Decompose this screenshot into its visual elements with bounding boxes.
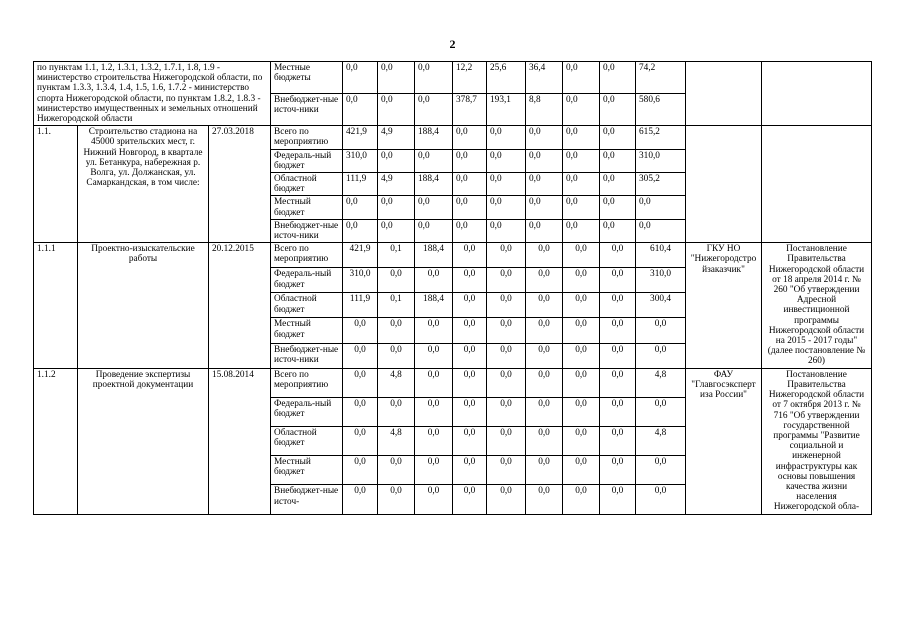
executor — [686, 126, 762, 243]
value-cell: 0,0 — [453, 126, 487, 149]
value-cell: 0,0 — [453, 196, 487, 219]
funding-source: Внебюджет-ные источ-ники — [271, 219, 343, 242]
funding-source: Внебюджет-ные источ-ники — [271, 94, 343, 126]
funding-source: Местный бюджет — [271, 196, 343, 219]
value-cell: 0,0 — [343, 368, 378, 397]
value-cell: 0,0 — [526, 173, 563, 196]
funding-source: Всего по мероприятию — [271, 243, 343, 268]
executor — [686, 62, 762, 126]
value-cell: 615,2 — [636, 126, 686, 149]
value-cell: 0,0 — [526, 343, 563, 368]
value-cell: 36,4 — [526, 62, 563, 94]
item-date: 15.08.2014 — [209, 368, 271, 514]
value-cell: 300,4 — [636, 293, 686, 318]
value-cell: 0,0 — [487, 397, 526, 426]
value-cell: 0,0 — [563, 62, 600, 94]
value-cell: 0,0 — [343, 485, 378, 514]
value-cell: 0,0 — [563, 196, 600, 219]
value-cell: 188,4 — [415, 173, 453, 196]
value-cell: 0,0 — [636, 456, 686, 485]
value-cell: 0,0 — [453, 219, 487, 242]
value-cell: 0,0 — [600, 397, 636, 426]
value-cell: 0,0 — [636, 397, 686, 426]
value-cell: 421,9 — [343, 243, 378, 268]
value-cell: 0,0 — [563, 293, 600, 318]
funding-source: Федераль-ный бюджет — [271, 397, 343, 426]
value-cell: 0,0 — [343, 94, 378, 126]
value-cell: 0,0 — [563, 456, 600, 485]
value-cell: 0,0 — [487, 318, 526, 343]
value-cell: 0,0 — [526, 126, 563, 149]
value-cell: 0,0 — [600, 368, 636, 397]
value-cell: 0,0 — [453, 368, 487, 397]
value-cell: 0,0 — [600, 94, 636, 126]
value-cell: 310,0 — [636, 149, 686, 172]
value-cell: 0,0 — [600, 318, 636, 343]
value-cell: 0,0 — [600, 173, 636, 196]
value-cell: 0,0 — [526, 427, 563, 456]
value-cell: 610,4 — [636, 243, 686, 268]
value-cell: 0,0 — [563, 126, 600, 149]
value-cell: 0,0 — [487, 293, 526, 318]
value-cell: 0,0 — [415, 368, 453, 397]
value-cell: 8,8 — [526, 94, 563, 126]
value-cell: 12,2 — [453, 62, 487, 94]
value-cell: 0,0 — [453, 243, 487, 268]
value-cell: 0,0 — [343, 427, 378, 456]
value-cell: 0,0 — [526, 397, 563, 426]
page-number: 2 — [449, 37, 456, 51]
value-cell: 4,8 — [378, 368, 415, 397]
value-cell: 0,0 — [563, 318, 600, 343]
value-cell: 74,2 — [636, 62, 686, 94]
value-cell: 0,0 — [453, 456, 487, 485]
value-cell: 0,0 — [343, 219, 378, 242]
value-cell: 0,0 — [487, 219, 526, 242]
value-cell: 0,0 — [487, 427, 526, 456]
value-cell: 0,0 — [343, 196, 378, 219]
value-cell: 310,0 — [636, 268, 686, 293]
value-cell: 0,0 — [636, 196, 686, 219]
value-cell: 4,8 — [636, 368, 686, 397]
value-cell: 0,0 — [378, 456, 415, 485]
value-cell: 0,0 — [453, 293, 487, 318]
value-cell: 0,0 — [600, 485, 636, 514]
item-number: 1.1.2 — [34, 368, 78, 514]
value-cell: 0,0 — [563, 173, 600, 196]
value-cell: 0,0 — [563, 219, 600, 242]
value-cell: 0,0 — [378, 219, 415, 242]
funding-source: Областной бюджет — [271, 427, 343, 456]
value-cell: 0,0 — [453, 343, 487, 368]
funding-source: Местный бюджет — [271, 318, 343, 343]
value-cell: 0,0 — [415, 343, 453, 368]
item-name: Проектно-изыскательские работы — [78, 243, 209, 368]
value-cell: 0,0 — [415, 485, 453, 514]
funding-source: Внебюджет-ные источ- — [271, 485, 343, 514]
value-cell: 0,0 — [487, 149, 526, 172]
executor: ФАУ "Главгосэкспертиза России" — [686, 368, 762, 514]
value-cell: 0,0 — [563, 94, 600, 126]
item-name: Проведение экспертизы проектной документации — [78, 368, 209, 514]
value-cell: 0,0 — [415, 268, 453, 293]
funding-source: Федераль-ный бюджет — [271, 268, 343, 293]
value-cell: 4,9 — [378, 126, 415, 149]
value-cell: 0,0 — [600, 219, 636, 242]
value-cell: 0,0 — [378, 485, 415, 514]
value-cell: 0,0 — [453, 485, 487, 514]
value-cell: 188,4 — [415, 293, 453, 318]
value-cell: 580,6 — [636, 94, 686, 126]
legal-document — [762, 126, 872, 243]
value-cell: 0,0 — [600, 456, 636, 485]
value-cell: 0,0 — [453, 397, 487, 426]
value-cell: 0,0 — [526, 318, 563, 343]
value-cell: 0,0 — [526, 243, 563, 268]
executor: ГКУ НО "Нижегородстройзаказчик" — [686, 243, 762, 368]
funding-source: Областной бюджет — [271, 173, 343, 196]
value-cell: 0,0 — [636, 219, 686, 242]
value-cell: 0,0 — [487, 196, 526, 219]
value-cell: 0,0 — [415, 318, 453, 343]
value-cell: 0,0 — [343, 343, 378, 368]
table-row — [34, 62, 872, 94]
value-cell: 0,0 — [343, 456, 378, 485]
value-cell: 305,2 — [636, 173, 686, 196]
value-cell: 0,0 — [636, 343, 686, 368]
value-cell: 0,0 — [453, 268, 487, 293]
legal-document: Постановление Правительства Нижегородской области от 18 апреля 2014 г. № 260 "Об утверждении Адресной инвестиционной программы Нижегородской области на 2015 - 2017 годы" (далее постановление № 260) — [762, 243, 872, 368]
value-cell: 0,0 — [378, 62, 415, 94]
value-cell: 0,0 — [378, 268, 415, 293]
item-number: 1.1.1 — [34, 243, 78, 368]
value-cell: 0,0 — [487, 456, 526, 485]
value-cell: 0,0 — [526, 485, 563, 514]
value-cell: 0,0 — [600, 196, 636, 219]
budget-table — [33, 61, 872, 515]
table-row — [34, 368, 872, 397]
item-date: 27.03.2018 — [209, 126, 271, 243]
value-cell: 0,0 — [600, 427, 636, 456]
continuation-label: по пунктам 1.1, 1.2, 1.3.1, 1.3.2, 1.7.1, 1.8, 1.9 - министерство строительства Нижегородской области, по пунктам 1.3.3, 1.3.4, 1.4, 1.5, 1.6, 1.7.2 - министерство спорта Нижегородской области, по пунктам 1.8.2, 1.8.3 - министерство имущественных и земельных отношений Нижегородской области — [34, 62, 271, 126]
value-cell: 0,0 — [343, 318, 378, 343]
value-cell: 0,0 — [563, 427, 600, 456]
table-row — [34, 126, 872, 149]
value-cell: 0,0 — [600, 293, 636, 318]
value-cell: 0,0 — [378, 397, 415, 426]
value-cell: 0,0 — [415, 94, 453, 126]
value-cell: 0,0 — [636, 318, 686, 343]
value-cell: 0,0 — [526, 196, 563, 219]
value-cell: 0,0 — [343, 62, 378, 94]
value-cell: 0,0 — [563, 368, 600, 397]
value-cell: 0,0 — [415, 427, 453, 456]
value-cell: 0,0 — [343, 397, 378, 426]
funding-source: Областной бюджет — [271, 293, 343, 318]
value-cell: 0,0 — [600, 343, 636, 368]
value-cell: 0,0 — [487, 126, 526, 149]
table-row — [34, 243, 872, 268]
value-cell: 0,0 — [563, 149, 600, 172]
value-cell: 0,0 — [563, 343, 600, 368]
value-cell: 0,0 — [600, 243, 636, 268]
value-cell: 0,0 — [378, 318, 415, 343]
value-cell: 0,0 — [487, 243, 526, 268]
value-cell: 111,9 — [343, 293, 378, 318]
value-cell: 0,0 — [600, 62, 636, 94]
value-cell: 0,1 — [378, 243, 415, 268]
value-cell: 0,0 — [453, 318, 487, 343]
value-cell: 111,9 — [343, 173, 378, 196]
value-cell: 0,0 — [487, 173, 526, 196]
value-cell: 0,0 — [453, 149, 487, 172]
value-cell: 0,0 — [563, 397, 600, 426]
value-cell: 0,0 — [563, 268, 600, 293]
value-cell: 0,0 — [526, 456, 563, 485]
value-cell: 0,0 — [487, 368, 526, 397]
value-cell: 0,0 — [415, 62, 453, 94]
value-cell: 0,0 — [415, 149, 453, 172]
value-cell: 0,0 — [378, 94, 415, 126]
value-cell: 4,9 — [378, 173, 415, 196]
value-cell: 0,0 — [487, 485, 526, 514]
item-date: 20.12.2015 — [209, 243, 271, 368]
funding-source: Федераль-ный бюджет — [271, 149, 343, 172]
funding-source: Местный бюджет — [271, 456, 343, 485]
legal-document: Постановление Правительства Нижегородской области от 7 октября 2013 г. № 716 "Об утверждении государственной программы "Развитие социальной и инженерной инфраструктуры как основы повышения качества жизни населения Нижегородской обла- — [762, 368, 872, 514]
value-cell: 0,0 — [415, 456, 453, 485]
value-cell: 0,0 — [526, 149, 563, 172]
value-cell: 0,0 — [563, 485, 600, 514]
value-cell: 0,0 — [600, 149, 636, 172]
value-cell: 0,0 — [487, 268, 526, 293]
value-cell: 0,0 — [378, 343, 415, 368]
value-cell: 188,4 — [415, 243, 453, 268]
value-cell: 0,0 — [453, 427, 487, 456]
value-cell: 0,1 — [378, 293, 415, 318]
value-cell: 0,0 — [600, 126, 636, 149]
item-name: Строительство стадиона на 45000 зрительских мест, г. Нижний Новгород, в квартале ул. Бетанкура, набережная р. Волга, ул. Должанская, ул. Самаркандская, в том числе: — [78, 126, 209, 243]
value-cell: 193,1 — [487, 94, 526, 126]
value-cell: 310,0 — [343, 268, 378, 293]
value-cell: 0,0 — [526, 368, 563, 397]
funding-source: Местные бюджеты — [271, 62, 343, 94]
funding-source: Всего по мероприятию — [271, 368, 343, 397]
value-cell: 310,0 — [343, 149, 378, 172]
value-cell: 0,0 — [415, 219, 453, 242]
value-cell: 378,7 — [453, 94, 487, 126]
value-cell: 0,0 — [378, 196, 415, 219]
value-cell: 4,8 — [636, 427, 686, 456]
value-cell: 0,0 — [415, 397, 453, 426]
value-cell: 0,0 — [526, 268, 563, 293]
funding-source: Внебюджет-ные источ-ники — [271, 343, 343, 368]
value-cell: 0,0 — [487, 343, 526, 368]
value-cell: 25,6 — [487, 62, 526, 94]
value-cell: 4,8 — [378, 427, 415, 456]
value-cell: 0,0 — [636, 485, 686, 514]
value-cell: 188,4 — [415, 126, 453, 149]
value-cell: 421,9 — [343, 126, 378, 149]
legal-document — [762, 62, 872, 126]
value-cell: 0,0 — [453, 173, 487, 196]
value-cell: 0,0 — [415, 196, 453, 219]
value-cell: 0,0 — [526, 293, 563, 318]
funding-source: Всего по мероприятию — [271, 126, 343, 149]
value-cell: 0,0 — [563, 243, 600, 268]
value-cell: 0,0 — [378, 149, 415, 172]
value-cell: 0,0 — [526, 219, 563, 242]
value-cell: 0,0 — [600, 268, 636, 293]
item-number: 1.1. — [34, 126, 78, 243]
